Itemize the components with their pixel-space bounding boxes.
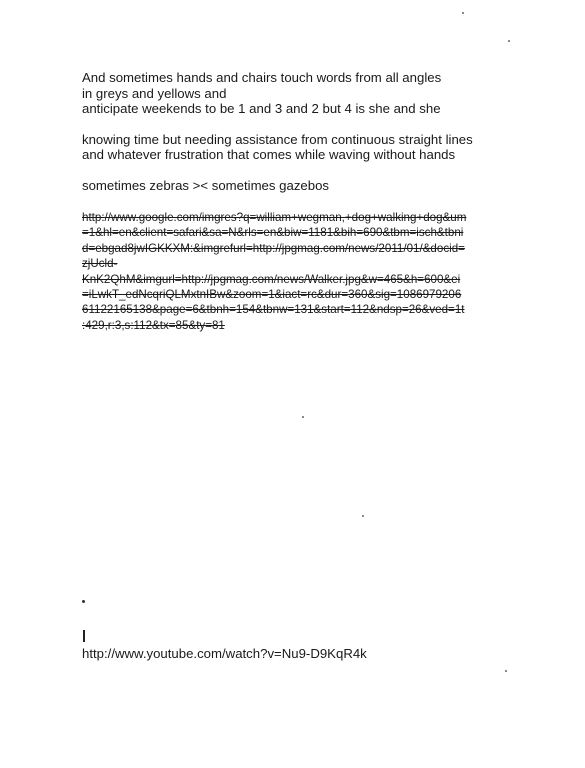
poem-text (82, 70, 552, 207)
url-line: http://www.google.com/imgres?q=william+wegman,+dog+walking+dog&um (82, 211, 467, 224)
scan-speck (505, 670, 507, 672)
scan-speck (302, 416, 304, 418)
text-cursor-mark (83, 630, 85, 642)
url-line: d=ebgad8jwIGKKXM:&imgrefurl=http://jpgmag.com/news/2011/01/&docid= (82, 241, 465, 255)
zebra-line: sometimes zebras >< sometimes gazebos (82, 177, 330, 193)
poem-line: in greys and yellows and (82, 85, 227, 101)
struck-through-google-url (82, 210, 502, 333)
scan-speck (462, 12, 464, 14)
url-line: :429,r:3,s:112&tx=85&ty=81 (82, 318, 225, 332)
poem-stanza-2 (82, 132, 552, 163)
scan-speck (362, 515, 364, 517)
url-line: KnK2QhM&imgurl=http://jpgmag.com/news/Walker.jpg&w=465&h=600&ei (82, 272, 461, 286)
poem-stanza-1 (82, 70, 552, 117)
poem-line: anticipate weekends to be 1 and 3 and 2 but 4 is she and she (82, 101, 441, 116)
url-line: 61122165138&page=6&tbnh=154&tbnw=131&start=112&ndsp=26&ved=1t (82, 303, 465, 317)
poem-line: knowing time but needing assistance from continuous straight lines (82, 131, 473, 147)
poem-line: And sometimes hands and chairs touch words from all angles (82, 70, 442, 85)
url-line: =iLwkT_edNcqriQLMxtnIBw&zoom=1&iact=rc&dur=360&sig=1086979206 (82, 288, 462, 302)
poem-line: and whatever frustration that comes while waving without hands (82, 147, 456, 162)
scan-speck (508, 40, 510, 42)
ink-dot-mark (82, 600, 85, 603)
youtube-url: http://www.youtube.com/watch?v=Nu9-D9KqR4k (82, 646, 367, 661)
url-line: =1&hl=en&client=safari&sa=N&rls=en&biw=1181&bih=690&tbm=isch&tbni (82, 226, 464, 240)
url-line: zjUcld- (82, 257, 118, 271)
